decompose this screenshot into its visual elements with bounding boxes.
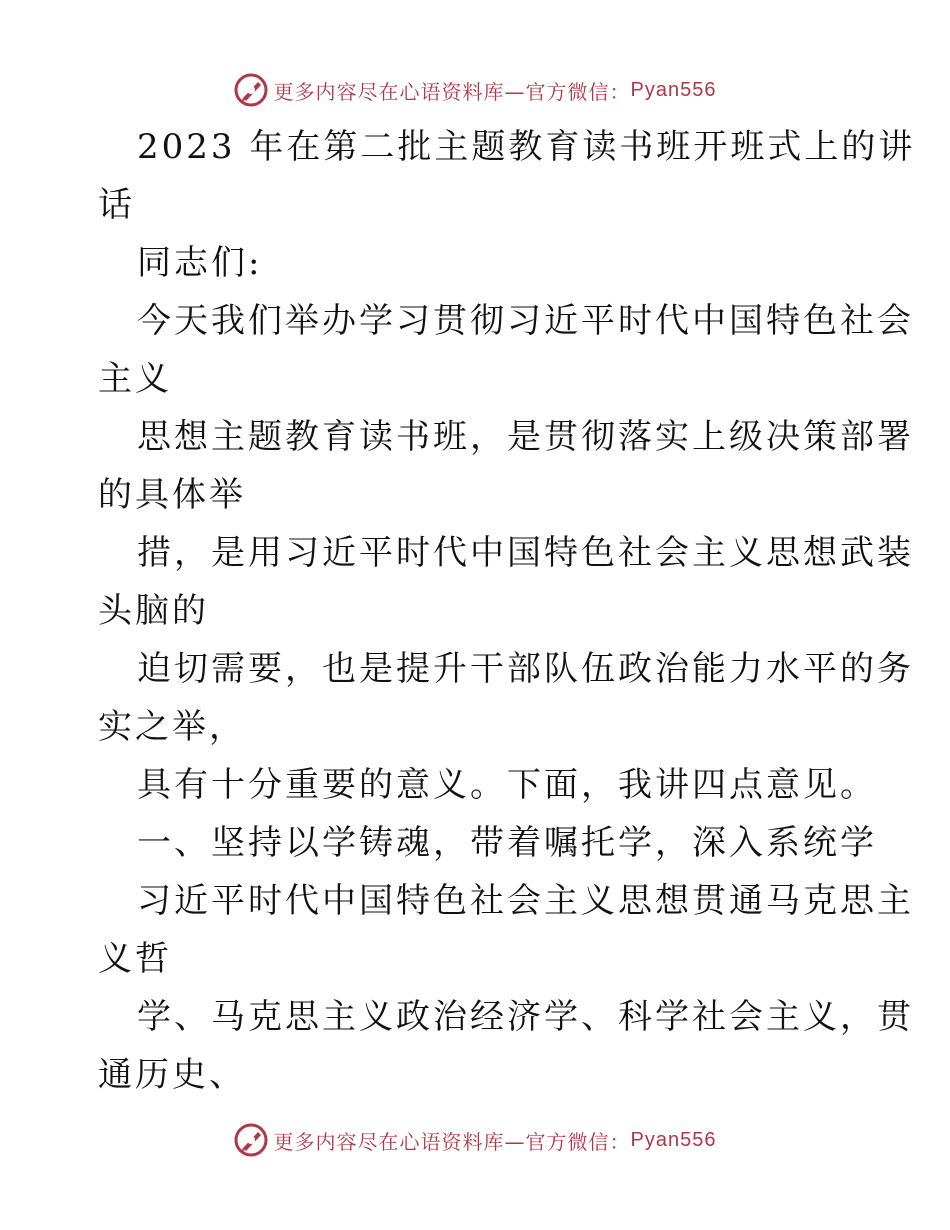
paragraph-line: 义哲 (98, 939, 172, 979)
title-line: 2023 年在第二批主题教育读书班开班式上的讲 (137, 127, 916, 167)
paragraph-line: 思想主题教育读书班，是贯彻落实上级决策部署 (137, 417, 914, 457)
wechat-id: Pyan556 (630, 78, 717, 101)
quill-pen-logo-icon (234, 1123, 268, 1157)
banner-text: 更多内容尽在心语资料库—官方微信： (273, 1129, 631, 1154)
banner-text: 更多内容尽在心语资料库—官方微信： (273, 79, 631, 104)
paragraph-line: 学、马克思主义政治经济学、科学社会主义，贯 (137, 997, 914, 1037)
paragraph-line: 具有十分重要的意义。下面，我讲四点意见。 (137, 765, 877, 805)
section-heading: 一、坚持以学铸魂，带着嘱托学，深入系统学 (137, 823, 877, 863)
paragraph-line: 迫切需要，也是提升干部队伍政治能力水平的务 (137, 649, 914, 689)
wechat-id: Pyan556 (630, 1128, 717, 1151)
paragraph-line: 今天我们举办学习贯彻习近平时代中国特色社会 (137, 301, 914, 341)
paragraph-line: 习近平时代中国特色社会主义思想贯通马克思主 (137, 881, 914, 921)
paragraph-line: 头脑的 (98, 591, 209, 631)
paragraph-line: 主义 (98, 359, 172, 399)
title-line-continued: 话 (98, 185, 135, 225)
paragraph-line: 措，是用习近平时代中国特色社会主义思想武装 (137, 533, 914, 573)
paragraph-line: 的具体举 (98, 475, 246, 515)
paragraph-line: 通历史、 (98, 1055, 246, 1095)
salutation: 同志们: (137, 243, 263, 283)
paragraph-line: 实之举， (98, 707, 246, 747)
footer-banner (0, 1120, 950, 1160)
